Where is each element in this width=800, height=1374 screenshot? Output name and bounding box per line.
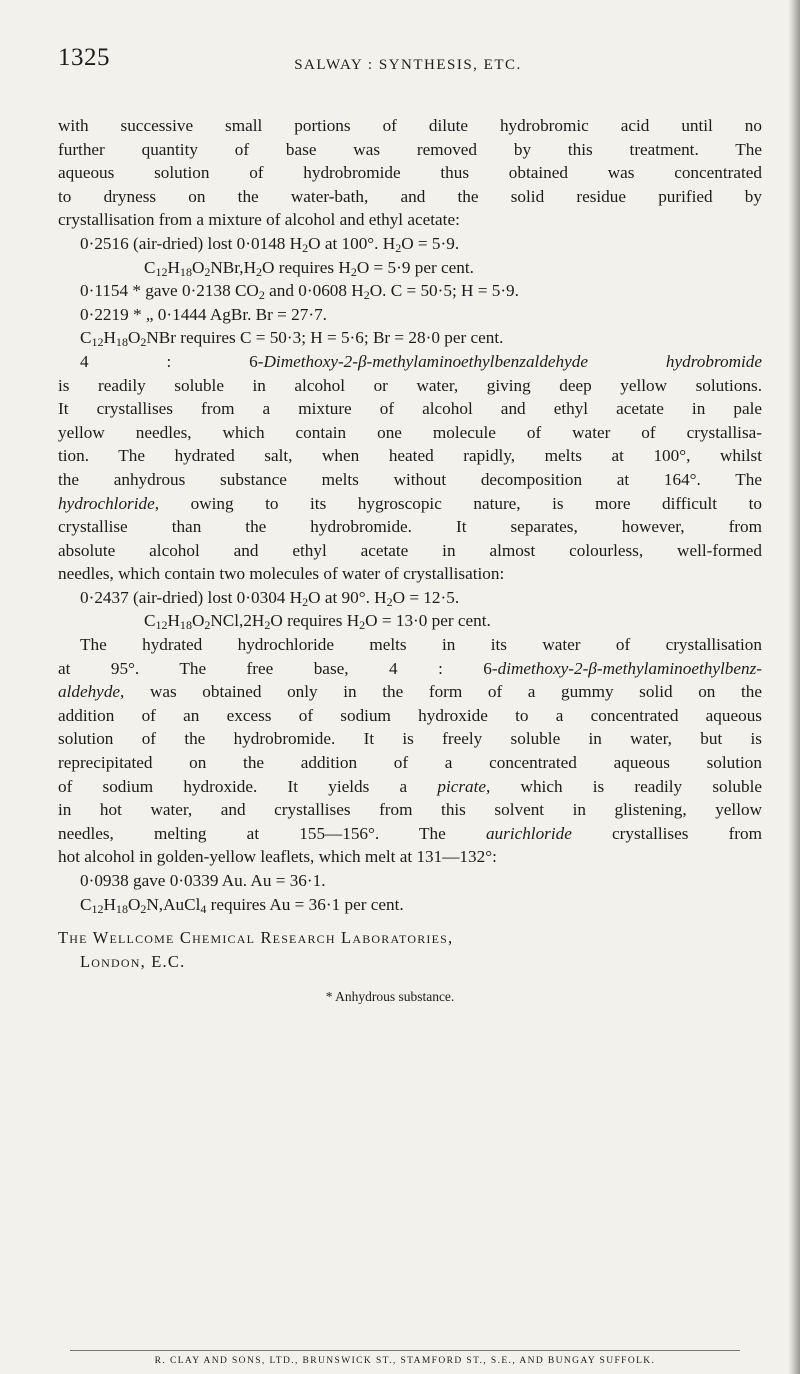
text-line: solution of the hydrobromide. It is freely soluble in water, but is — [58, 729, 762, 749]
affiliation-city: London, E.C. — [80, 951, 186, 971]
text-line: The hydrated hydrochloride melts in its water of crystallisation — [80, 635, 762, 655]
imprint-rule — [70, 1350, 740, 1351]
formula-line: $C_{12}H_{18}O_2N,AuCl_4$ requires Au = 36·1 per cent. — [80, 894, 404, 916]
text-line: reprecipitated on the addition of a concentrated aqueous solution — [58, 753, 762, 773]
text-line: further quantity of base was removed by this treatment. The — [58, 139, 762, 159]
running-head: SALWAY : SYNTHESIS, ETC. — [294, 57, 522, 73]
text-line: crystallisation from a mixture of alcohol and ethyl acetate: — [58, 210, 460, 230]
text-line: of sodium hydroxide. It yields a picrate, which is readily soluble — [58, 776, 762, 796]
text-line: is readily soluble in alcohol or water, giving deep yellow solutions. — [58, 375, 762, 395]
text-line: aqueous solution of hydrobromide thus obtained was concentrated — [58, 163, 762, 183]
text-line: tion. The hydrated salt, when heated rapidly, melts at 100°, whilst — [58, 446, 762, 466]
text-line: hot alcohol in golden-yellow leaflets, which melt at 131—132°: — [58, 847, 497, 867]
compound-name: aldehyde — [58, 682, 121, 702]
analysis-line: 0·2516 (air-dried) lost 0·0148 $H_2O$ at 100°. $H_2O = 5\cdot 9$. — [80, 233, 460, 255]
page-number: 1325 — [58, 44, 110, 71]
text-line: needles, melting at 155—156°. The aurichloride crystallises from — [58, 823, 762, 843]
compound-name: aurichloride — [485, 823, 572, 843]
text-line: It crystallises from a mixture of alcohol and ethyl acetate in pale — [58, 399, 762, 419]
article-body — [58, 114, 762, 1009]
analysis-line: 0·0938 gave 0·0339 Au. Au = 36·1. — [80, 871, 326, 890]
affiliation-line: The Wellcome Chemical Research Laboratories, — [58, 928, 454, 948]
compound-name: hydrochloride — [58, 493, 155, 513]
text-line: addition of an excess of sodium hydroxide to a concentrated aqueous — [58, 705, 762, 725]
text-line: at 95°. The free base, 4 : 6-dimethoxy-2-β-methylaminoethylbenz- — [58, 658, 762, 678]
text-line: in hot water, and crystallises from this solvent in glistening, yellow — [58, 800, 762, 820]
compound-name: Dimethoxy-2-β-methylaminoethylbenzaldehyde hydrobromide — [263, 351, 763, 371]
text-line: 4 : 6-Dimethoxy-2-β-methylaminoethylbenzaldehyde hydrobromide — [80, 351, 763, 371]
analysis-line: 0·1154 * gave 0·2138 $CO_2$ and 0·0608 $H_2O$. C = 50·5; H = 5·9. — [80, 281, 519, 303]
formula-line: $C_{12}H_{18}O_2NBr$ requires C = 50·3; H = 5·6; Br = 28·0 per cent. — [80, 328, 504, 350]
analysis-line: 0·2437 (air-dried) lost 0·0304 $H_2O$ at 90°. $H_2O = 12\cdot 5$. — [80, 587, 460, 609]
text-line: with successive small portions of dilute hydrobromic acid until no — [58, 116, 762, 135]
text-line: crystallise than the hydrobromide. It separates, however, from — [58, 517, 762, 537]
printer-imprint: R. CLAY AND SONS, LTD., BRUNSWICK ST., STAMFORD ST., S.E., AND BUNGAY SUFFOLK. — [154, 1356, 656, 1366]
compound-name: picrate — [437, 776, 487, 796]
formula-line: $C_{12}H_{18}O_2NBr,H_2O$ requires $H_2O = 5\cdot 9$ per cent. — [144, 257, 474, 279]
formula-line: $C_{12}H_{18}O_2NCl,2H_2O$ requires $H_2O = 13\cdot 0$ per cent. — [144, 611, 491, 633]
text-line: needles, which contain two molecules of water of crystallisation: — [58, 564, 505, 584]
text-line: hydrochloride, owing to its hygroscopic nature, is more difficult to — [58, 493, 762, 513]
text-line: absolute alcohol and ethyl acetate in almost colourless, well-formed — [58, 540, 762, 560]
text-line: aldehyde, was obtained only in the form of a gummy solid on the — [58, 682, 762, 702]
text-line: to dryness on the water-bath, and the solid residue purified by — [58, 186, 762, 206]
text-line: yellow needles, which contain one molecule of water of crystallisa- — [58, 422, 762, 442]
page-edge-shadow — [788, 0, 800, 1374]
compound-name: dimethoxy-2-β-methylaminoethylbenz- — [497, 658, 762, 678]
footnote: * Anhydrous substance. — [325, 989, 455, 1005]
analysis-line: 0·2219 * „ 0·1444 AgBr. Br = 27·7. — [80, 304, 327, 324]
text-line: the anhydrous substance melts without decomposition at 164°. The — [58, 469, 762, 489]
page-header — [58, 44, 758, 84]
